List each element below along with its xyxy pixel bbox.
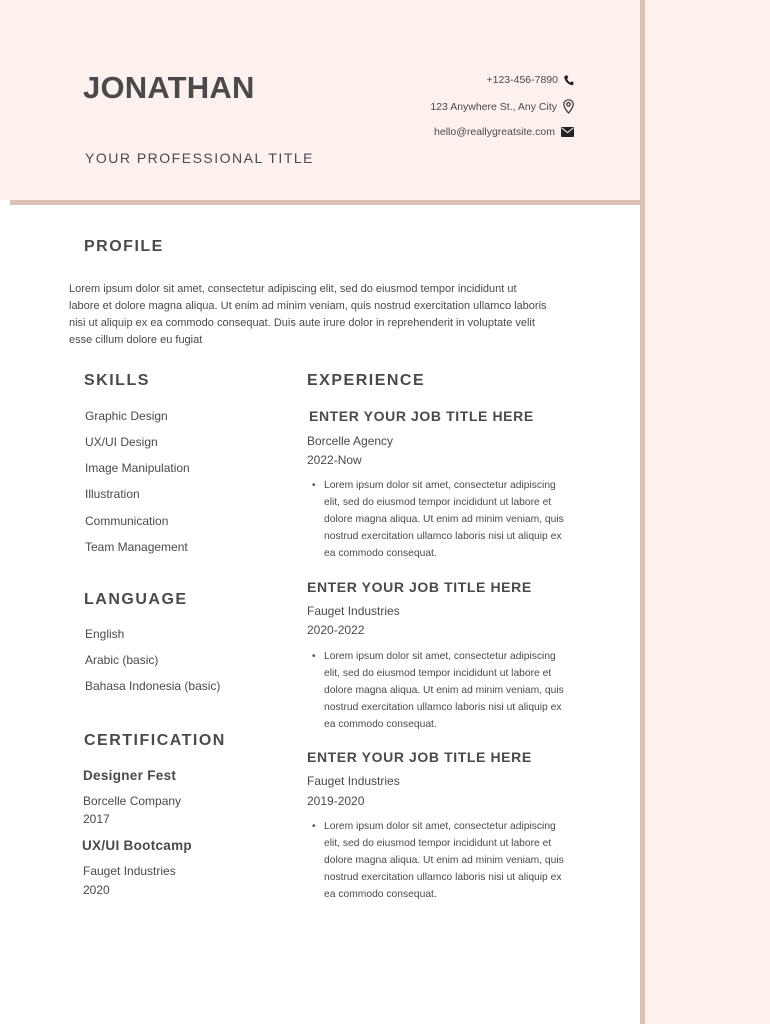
skill-item: UX/UI Design (85, 435, 158, 449)
profile-heading: PROFILE (84, 238, 164, 255)
certification-name: Designer Fest (83, 768, 177, 783)
skill-item: Team Management (85, 540, 188, 554)
job-company: Fauget Industries (307, 774, 400, 788)
job-period: 2019-2020 (307, 794, 365, 808)
certification-org: Borcelle Company (83, 794, 182, 808)
header-divider (10, 200, 644, 205)
certification-year: 2017 (83, 812, 110, 826)
language-item: English (85, 627, 125, 641)
email-text: hello@reallygreatsite.com (434, 126, 555, 138)
job-description-bullet: • Lorem ipsum dolor sit amet, consectetur adipiscing elit, sed do eiusmod tempor incididunt ut labore et dolore magna aliqua. Ut enim ad minim veniam, quis nostrud exercitation ullamco laboris nisi ut aliquip ex ea commodo consequat. (307, 818, 574, 903)
contact-address (430, 99, 574, 114)
profile-text: Lorem ipsum dolor sit amet, consectetur adipiscing elit, sed do eiusmod tempor incididunt ut labore et dolore magna aliqua. Ut enim ad minim veniam, quis nostrud exercitation ullamco laboris nisi ut aliquip ex ea commodo consequat. Duis aute irure dolor in reprehenderit in voluptate velit esse cillum dolore eu fugiat (69, 283, 547, 346)
candidate-name: JONATHAN (83, 70, 255, 105)
job-description-bullet: • Lorem ipsum dolor sit amet, consectetur adipiscing elit, sed do eiusmod tempor incididunt ut labore et dolore magna aliqua. Ut enim ad minim veniam, quis nostrud exercitation ullamco laboris nisi ut aliquip ex ea commodo consequat. (307, 477, 574, 562)
job-title: ENTER YOUR JOB TITLE HERE (309, 408, 534, 424)
skill-item: Communication (85, 514, 169, 528)
professional-title: YOUR PROFESSIONAL TITLE (85, 150, 314, 166)
location-pin-icon (563, 99, 574, 114)
address-text: 123 Anywhere St., Any City (430, 100, 557, 113)
envelope-icon (561, 127, 574, 137)
language-item: Bahasa Indonesia (basic) (85, 679, 221, 693)
experience-heading: EXPERIENCE (307, 372, 426, 389)
job-title: ENTER YOUR JOB TITLE HERE (307, 579, 532, 595)
certification-heading: CERTIFICATION (84, 732, 226, 749)
phone-text: +123-456-7890 (486, 74, 558, 86)
job-description-bullet: • Lorem ipsum dolor sit amet, consectetur adipiscing elit, sed do eiusmod tempor incididunt ut labore et dolore magna aliqua. Ut enim ad minim veniam, quis nostrud exercitation ullamco laboris nisi ut aliquip ex ea commodo consequat. (307, 648, 574, 733)
phone-icon (564, 75, 574, 86)
right-side-divider (640, 0, 645, 1024)
skill-item: Image Manipulation (85, 461, 190, 475)
skills-heading: SKILLS (84, 372, 150, 389)
right-side-strip (645, 0, 770, 1024)
job-company: Fauget Industries (307, 604, 400, 618)
contact-email (434, 126, 574, 138)
job-title: ENTER YOUR JOB TITLE HERE (307, 749, 532, 765)
skill-item: Graphic Design (85, 409, 168, 423)
job-company: Borcelle Agency (307, 434, 394, 448)
certification-name: UX/UI Bootcamp (82, 838, 192, 853)
certification-year: 2020 (83, 883, 110, 897)
contact-phone (486, 74, 574, 86)
skill-item: Illustration (85, 487, 140, 501)
job-period: 2020-2022 (307, 623, 365, 637)
certification-org: Fauget Industries (83, 864, 176, 878)
language-item: Arabic (basic) (85, 653, 159, 667)
language-heading: LANGUAGE (84, 591, 188, 608)
job-period: 2022-Now (307, 453, 362, 467)
